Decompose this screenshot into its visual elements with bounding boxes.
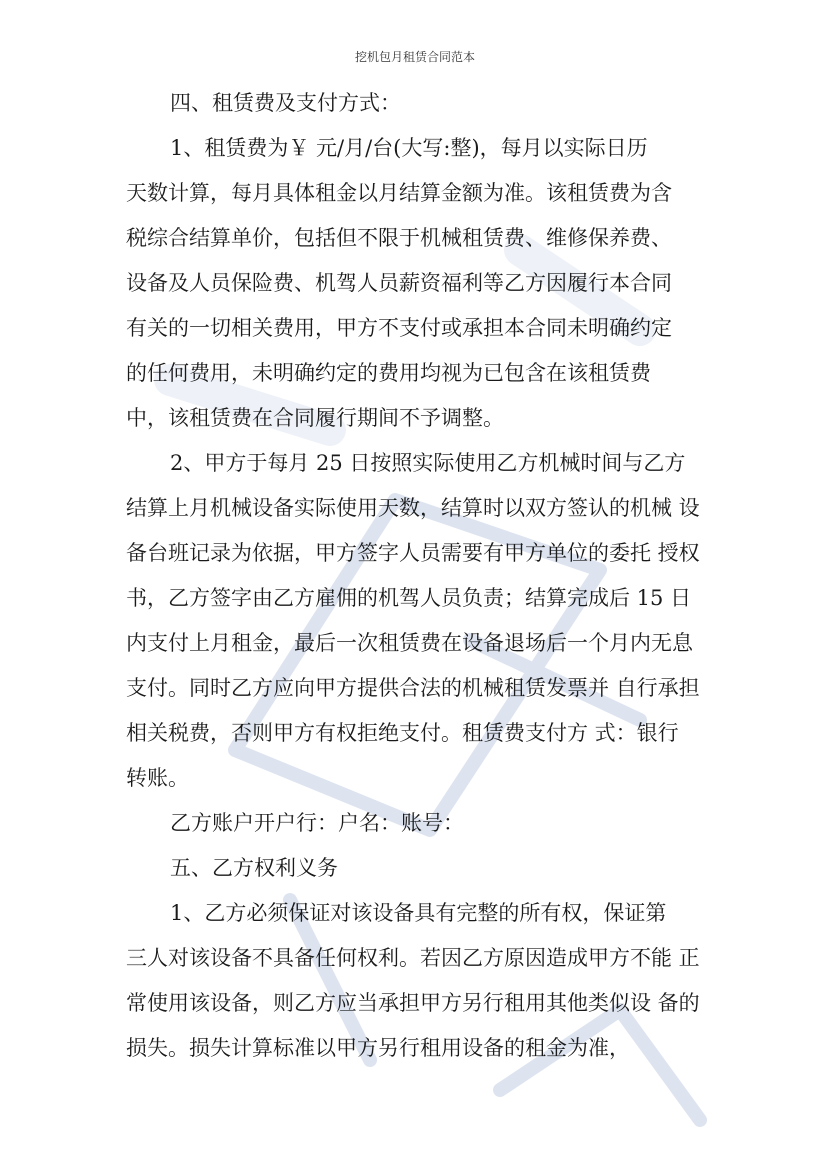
paragraph-line: 三人对该设备不具备任何权利。若因乙方原因造成甲方不能 正 — [126, 946, 700, 970]
paragraph-line: 2、甲方于每月 25 日按照实际使用乙方机械时间与乙方 — [170, 451, 686, 475]
account-info-line: 乙方账户开户行：户名：账号： — [170, 811, 464, 835]
paragraph-line: 支付。同时乙方应向甲方提供合法的机械租赁发票并 自行承担 — [126, 676, 700, 700]
paragraph-line: 相关税费，否则甲方有权拒绝支付。租赁费支付方 式：银行 — [126, 721, 679, 745]
paragraph-line: 常使用该设备，则乙方应当承担甲方另行租用其他类似设 备的 — [126, 991, 700, 1015]
paragraph-line: 结算上月机械设备实际使用天数，结算时以双方签认的机械 设 — [126, 496, 700, 520]
section-heading-4: 四、租赁费及支付方式： — [170, 91, 401, 115]
paragraph-line: 损失。损失计算标准以甲方另行租用设备的租金为准， — [126, 1036, 630, 1060]
paragraph-line: 的任何费用，未明确约定的费用均视为已包含在该租赁费 — [126, 361, 651, 385]
paragraph-line: 备台班记录为依据，甲方签字人员需要有甲方单位的委托 授权 — [126, 541, 700, 565]
paragraph-line: 中，该租赁费在合同履行期间不予调整。 — [126, 406, 504, 430]
section-heading-5: 五、乙方权利义务 — [170, 856, 338, 880]
paragraph-line: 转账。 — [126, 766, 189, 790]
paragraph-line: 1、租赁费为￥ 元/月/台(大写:整)，每月以实际日历 — [170, 136, 648, 160]
paragraph-line: 税综合结算单价，包括但不限于机械租赁费、维修保养费、 — [126, 226, 672, 250]
paragraph-line: 书，乙方签字由乙方雇佣的机驾人员负责；结算完成后 15 日 — [126, 586, 692, 610]
paragraph-line: 设备及人员保险费、机驾人员薪资福利等乙方因履行本合同 — [126, 271, 672, 295]
paragraph-line: 1、乙方必须保证对该设备具有完整的所有权，保证第 — [170, 901, 667, 925]
page-header-title: 挖机包月租赁合同范本 — [354, 50, 475, 64]
paragraph-line: 天数计算，每月具体租金以月结算金额为准。该租赁费为含 — [126, 181, 672, 205]
paragraph-line: 内支付上月租金，最后一次租赁费在设备退场后一个月内无息 — [126, 631, 693, 655]
paragraph-line: 有关的一切相关费用，甲方不支付或承担本合同未明确约定 — [126, 316, 672, 340]
